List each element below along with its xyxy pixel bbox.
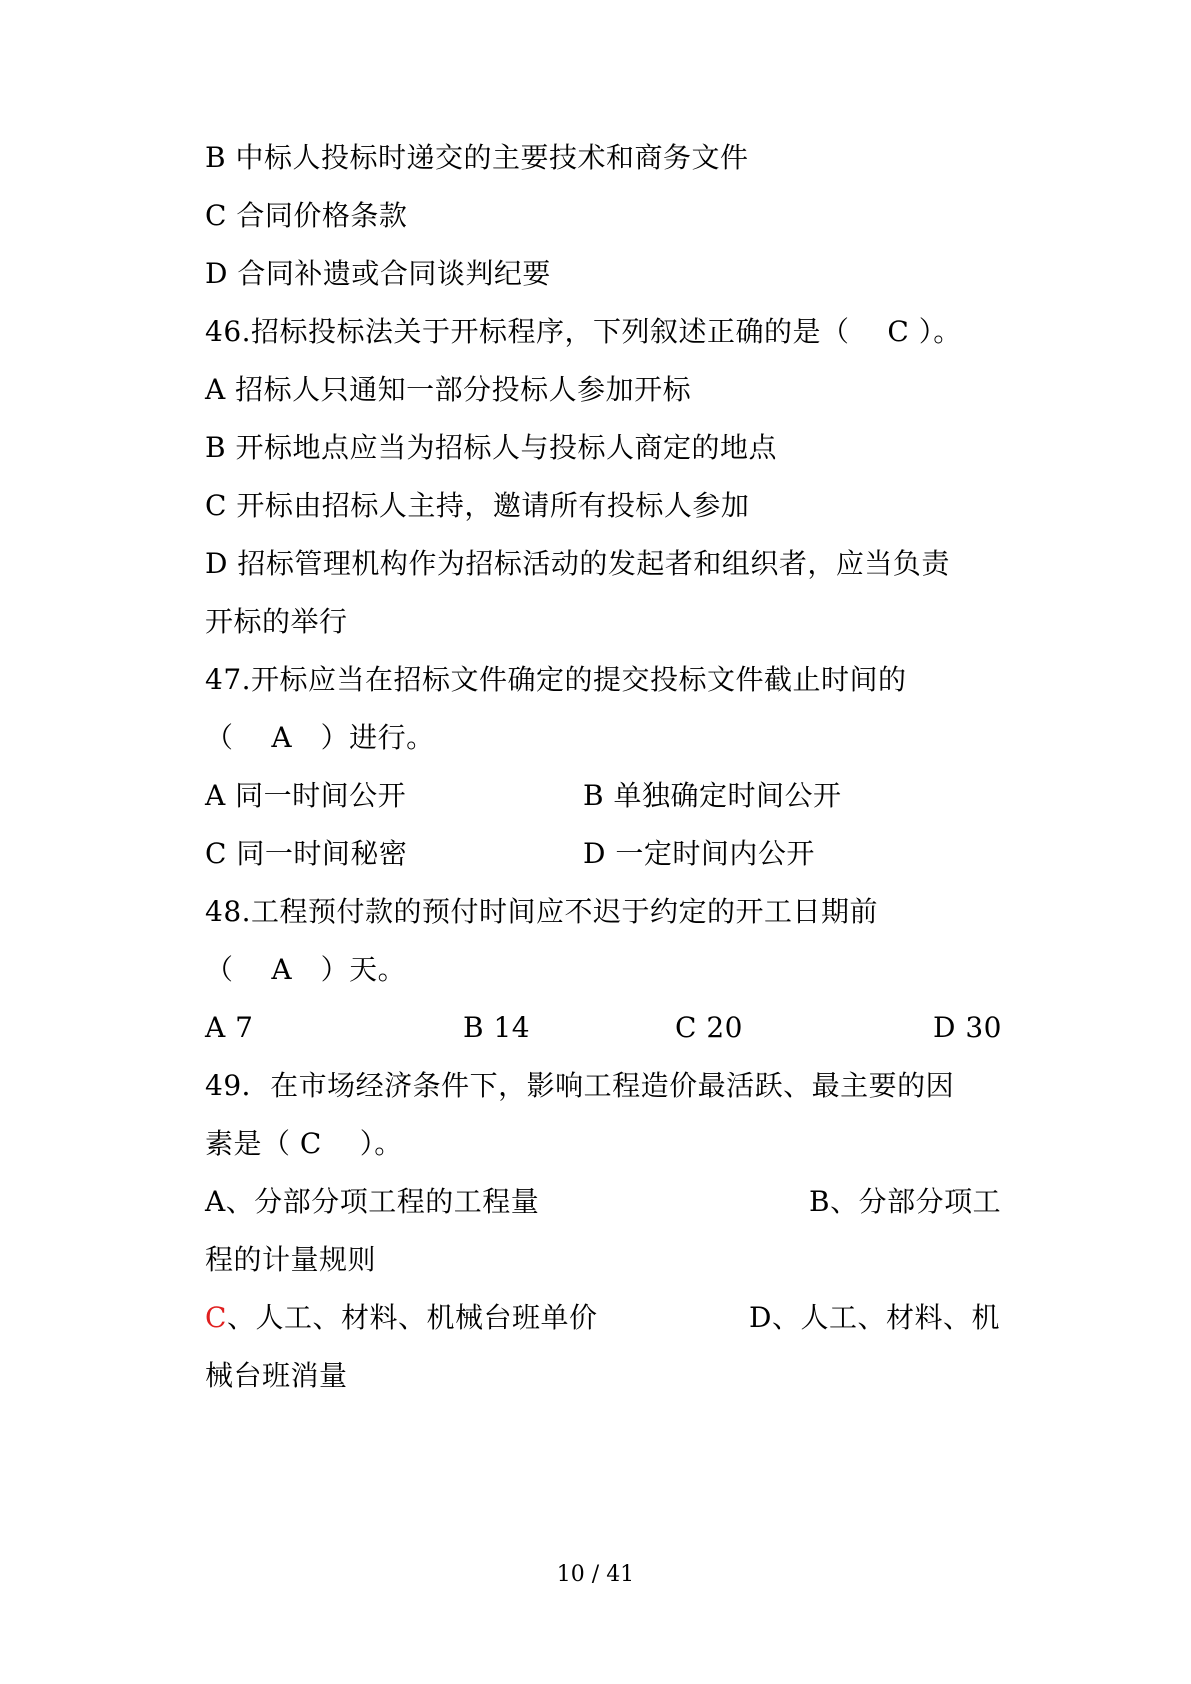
- option-d-47: D 一定时间内公开: [583, 837, 815, 870]
- question-49-line1: 49．在市场经济条件下，影响工程造价最活跃、最主要的因: [205, 1069, 955, 1102]
- option-b-45: B 中标人投标时递交的主要技术和商务文件: [205, 141, 749, 174]
- option-a-48: A 7: [205, 1011, 254, 1044]
- option-c-46: C 开标由招标人主持，邀请所有投标人参加: [205, 489, 750, 522]
- option-a-46: A 招标人只通知一部分投标人参加开标: [205, 373, 692, 406]
- option-b-48: B 14: [463, 1011, 531, 1044]
- question-48-line2: （ A ）天。: [205, 953, 407, 986]
- question-48-line1: 48.工程预付款的预付时间应不迟于约定的开工日期前: [205, 895, 879, 928]
- question-47-line1: 47.开标应当在招标文件确定的提交投标文件截止时间的: [205, 663, 907, 696]
- option-d-48: D 30: [933, 1011, 1002, 1044]
- question-46: 46.招标投标法关于开标程序，下列叙述正确的是（ C ）。: [205, 315, 962, 348]
- page-number: 10 / 41: [556, 1562, 635, 1587]
- option-a-49: A、分部分项工程的工程量: [205, 1185, 540, 1218]
- option-d-49-line2: 械台班消量: [205, 1359, 348, 1392]
- option-c-47: C 同一时间秘密: [205, 837, 408, 870]
- option-c-48: C 20: [675, 1011, 743, 1044]
- question-47-line2: （ A ）进行。: [205, 721, 435, 754]
- option-c-49-text: 、人工、材料、机械台班单价: [226, 1301, 598, 1334]
- option-b-47: B 单独确定时间公开: [583, 779, 842, 812]
- option-b-49-line1: B、分部分项工: [809, 1185, 1002, 1218]
- option-d-46-line1: D 招标管理机构作为招标活动的发起者和组织者，应当负责: [205, 547, 950, 580]
- option-a-47: A 同一时间公开: [205, 779, 407, 812]
- option-b-49-line2: 程的计量规则: [205, 1243, 377, 1276]
- option-c-45: C 合同价格条款: [205, 199, 408, 232]
- option-d-46-line2: 开标的举行: [205, 605, 348, 638]
- option-c-49: [205, 1298, 597, 1338]
- question-49-line2: 素是（ C ）。: [205, 1127, 403, 1160]
- option-d-49-line1: D、人工、材料、机: [749, 1301, 1000, 1334]
- option-d-45: D 合同补遗或合同谈判纪要: [205, 257, 551, 290]
- option-c-49-letter: C: [205, 1301, 227, 1334]
- option-b-46: B 开标地点应当为招标人与投标人商定的地点: [205, 431, 777, 464]
